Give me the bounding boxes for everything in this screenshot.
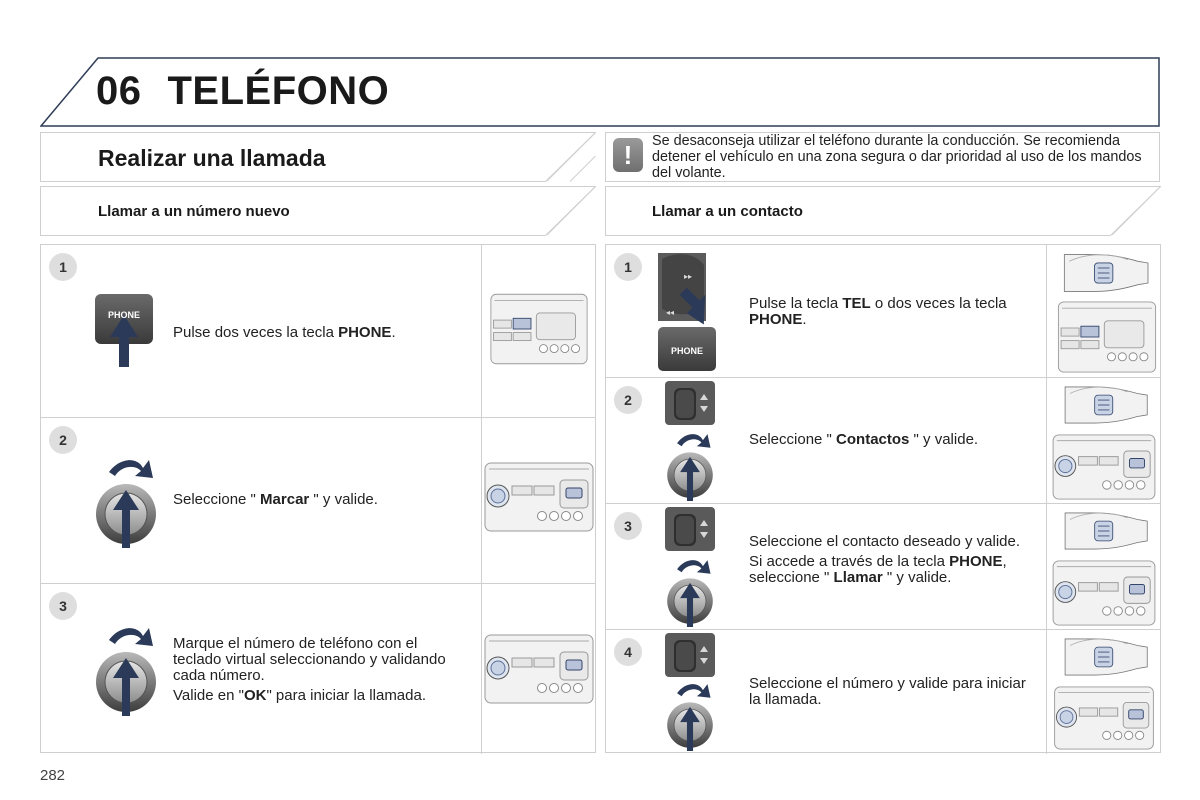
step-row (606, 503, 1160, 629)
step-number-badge: 2 (614, 386, 642, 414)
step-text: Seleccione " Marcar " y valide. (173, 491, 378, 508)
left-steps-panel (40, 244, 596, 753)
rotary-knob-icon (93, 452, 159, 552)
rotary-knob-icon (664, 554, 716, 630)
radio-panel-phone-icon (1055, 301, 1159, 373)
chapter-number: 06 (96, 69, 142, 113)
step-text: Seleccione " Contactos " y valide. (749, 431, 979, 448)
step-row (606, 629, 1160, 754)
radio-panel-dial-icon (484, 634, 594, 704)
step-number-badge: 2 (49, 426, 77, 454)
rotary-knob-icon (664, 678, 716, 754)
subtitle-banner-right (605, 186, 1161, 236)
warning-text: Se desaconseja utilizar el teléfono durante la conducción. Se recomienda detener el vehículo en una zona segura o dar prioridad al uso de los mandos del volante. (652, 133, 1142, 181)
svg-text:▸▸: ▸▸ (684, 272, 693, 281)
illustration-cell (1046, 245, 1162, 377)
rotary-knob-icon (664, 428, 716, 504)
warning-box (605, 132, 1160, 182)
step-text: Seleccione el contacto deseado y valide. Si accede a través de la tecla PHONE, seleccione " Llamar " y valide. (749, 533, 1021, 586)
phone-key-label: PHONE (670, 346, 703, 356)
subtitle-right: Llamar a un contacto (652, 203, 803, 220)
radio-panel-dial-icon (1049, 686, 1159, 750)
step-row (606, 377, 1160, 503)
right-steps-panel (605, 244, 1161, 753)
illustration-cell (481, 584, 597, 754)
section-banner (40, 132, 596, 182)
tel-stalk-and-phone-key-icon (656, 249, 718, 373)
step-text: Marque el número de teléfono con el teclado virtual seleccionando y validando cada número. Valide en "OK" para iniciar la llamada. (173, 635, 446, 704)
steering-stalk-icon (1061, 249, 1153, 297)
exclamation-icon: ! (613, 138, 643, 172)
steering-wheel-control-icon (664, 380, 716, 426)
step-text: Pulse la tecla TEL o dos veces la tecla PHONE. (749, 295, 1007, 328)
chapter-title: TELÉFONO (167, 69, 390, 113)
step-text: Seleccione el número y valide para iniciar la llamada. (749, 675, 1026, 708)
step-number-badge: 4 (614, 638, 642, 666)
steering-wheel-control-icon (664, 632, 716, 678)
steering-stalk-icon (1061, 382, 1153, 428)
step-text: Pulse dos veces la tecla PHONE. (173, 324, 396, 341)
rotary-knob-icon (93, 620, 159, 720)
step-row (41, 417, 595, 583)
phone-key-label: PHONE (107, 310, 140, 320)
step-number-badge: 3 (49, 592, 77, 620)
steering-wheel-control-icon (664, 506, 716, 552)
radio-panel-phone-icon (490, 293, 588, 365)
phone-key-icon (94, 293, 156, 369)
illustration-cell (1046, 504, 1162, 629)
step-number-badge: 1 (49, 253, 77, 281)
illustration-cell (481, 418, 597, 583)
step-number-badge: 1 (614, 253, 642, 281)
radio-panel-dial-icon (484, 462, 594, 532)
subtitle-left: Llamar a un número nuevo (98, 203, 290, 220)
page-title (96, 69, 389, 114)
section-title: Realizar una llamada (98, 145, 326, 171)
illustration-cell (481, 245, 597, 417)
chapter-header (40, 57, 1160, 127)
step-row (41, 245, 595, 417)
radio-panel-dial-icon (1049, 434, 1159, 500)
radio-panel-dial-icon (1049, 560, 1159, 626)
subtitle-banner-left (40, 186, 596, 236)
svg-text:◂◂: ◂◂ (666, 308, 675, 317)
steering-stalk-icon (1061, 508, 1153, 554)
illustration-cell (1046, 378, 1162, 503)
steering-stalk-icon (1061, 634, 1153, 680)
illustration-cell (1046, 630, 1162, 754)
page-number: 282 (40, 767, 66, 784)
step-number-badge: 3 (614, 512, 642, 540)
step-row (606, 245, 1160, 377)
step-row (41, 583, 595, 754)
